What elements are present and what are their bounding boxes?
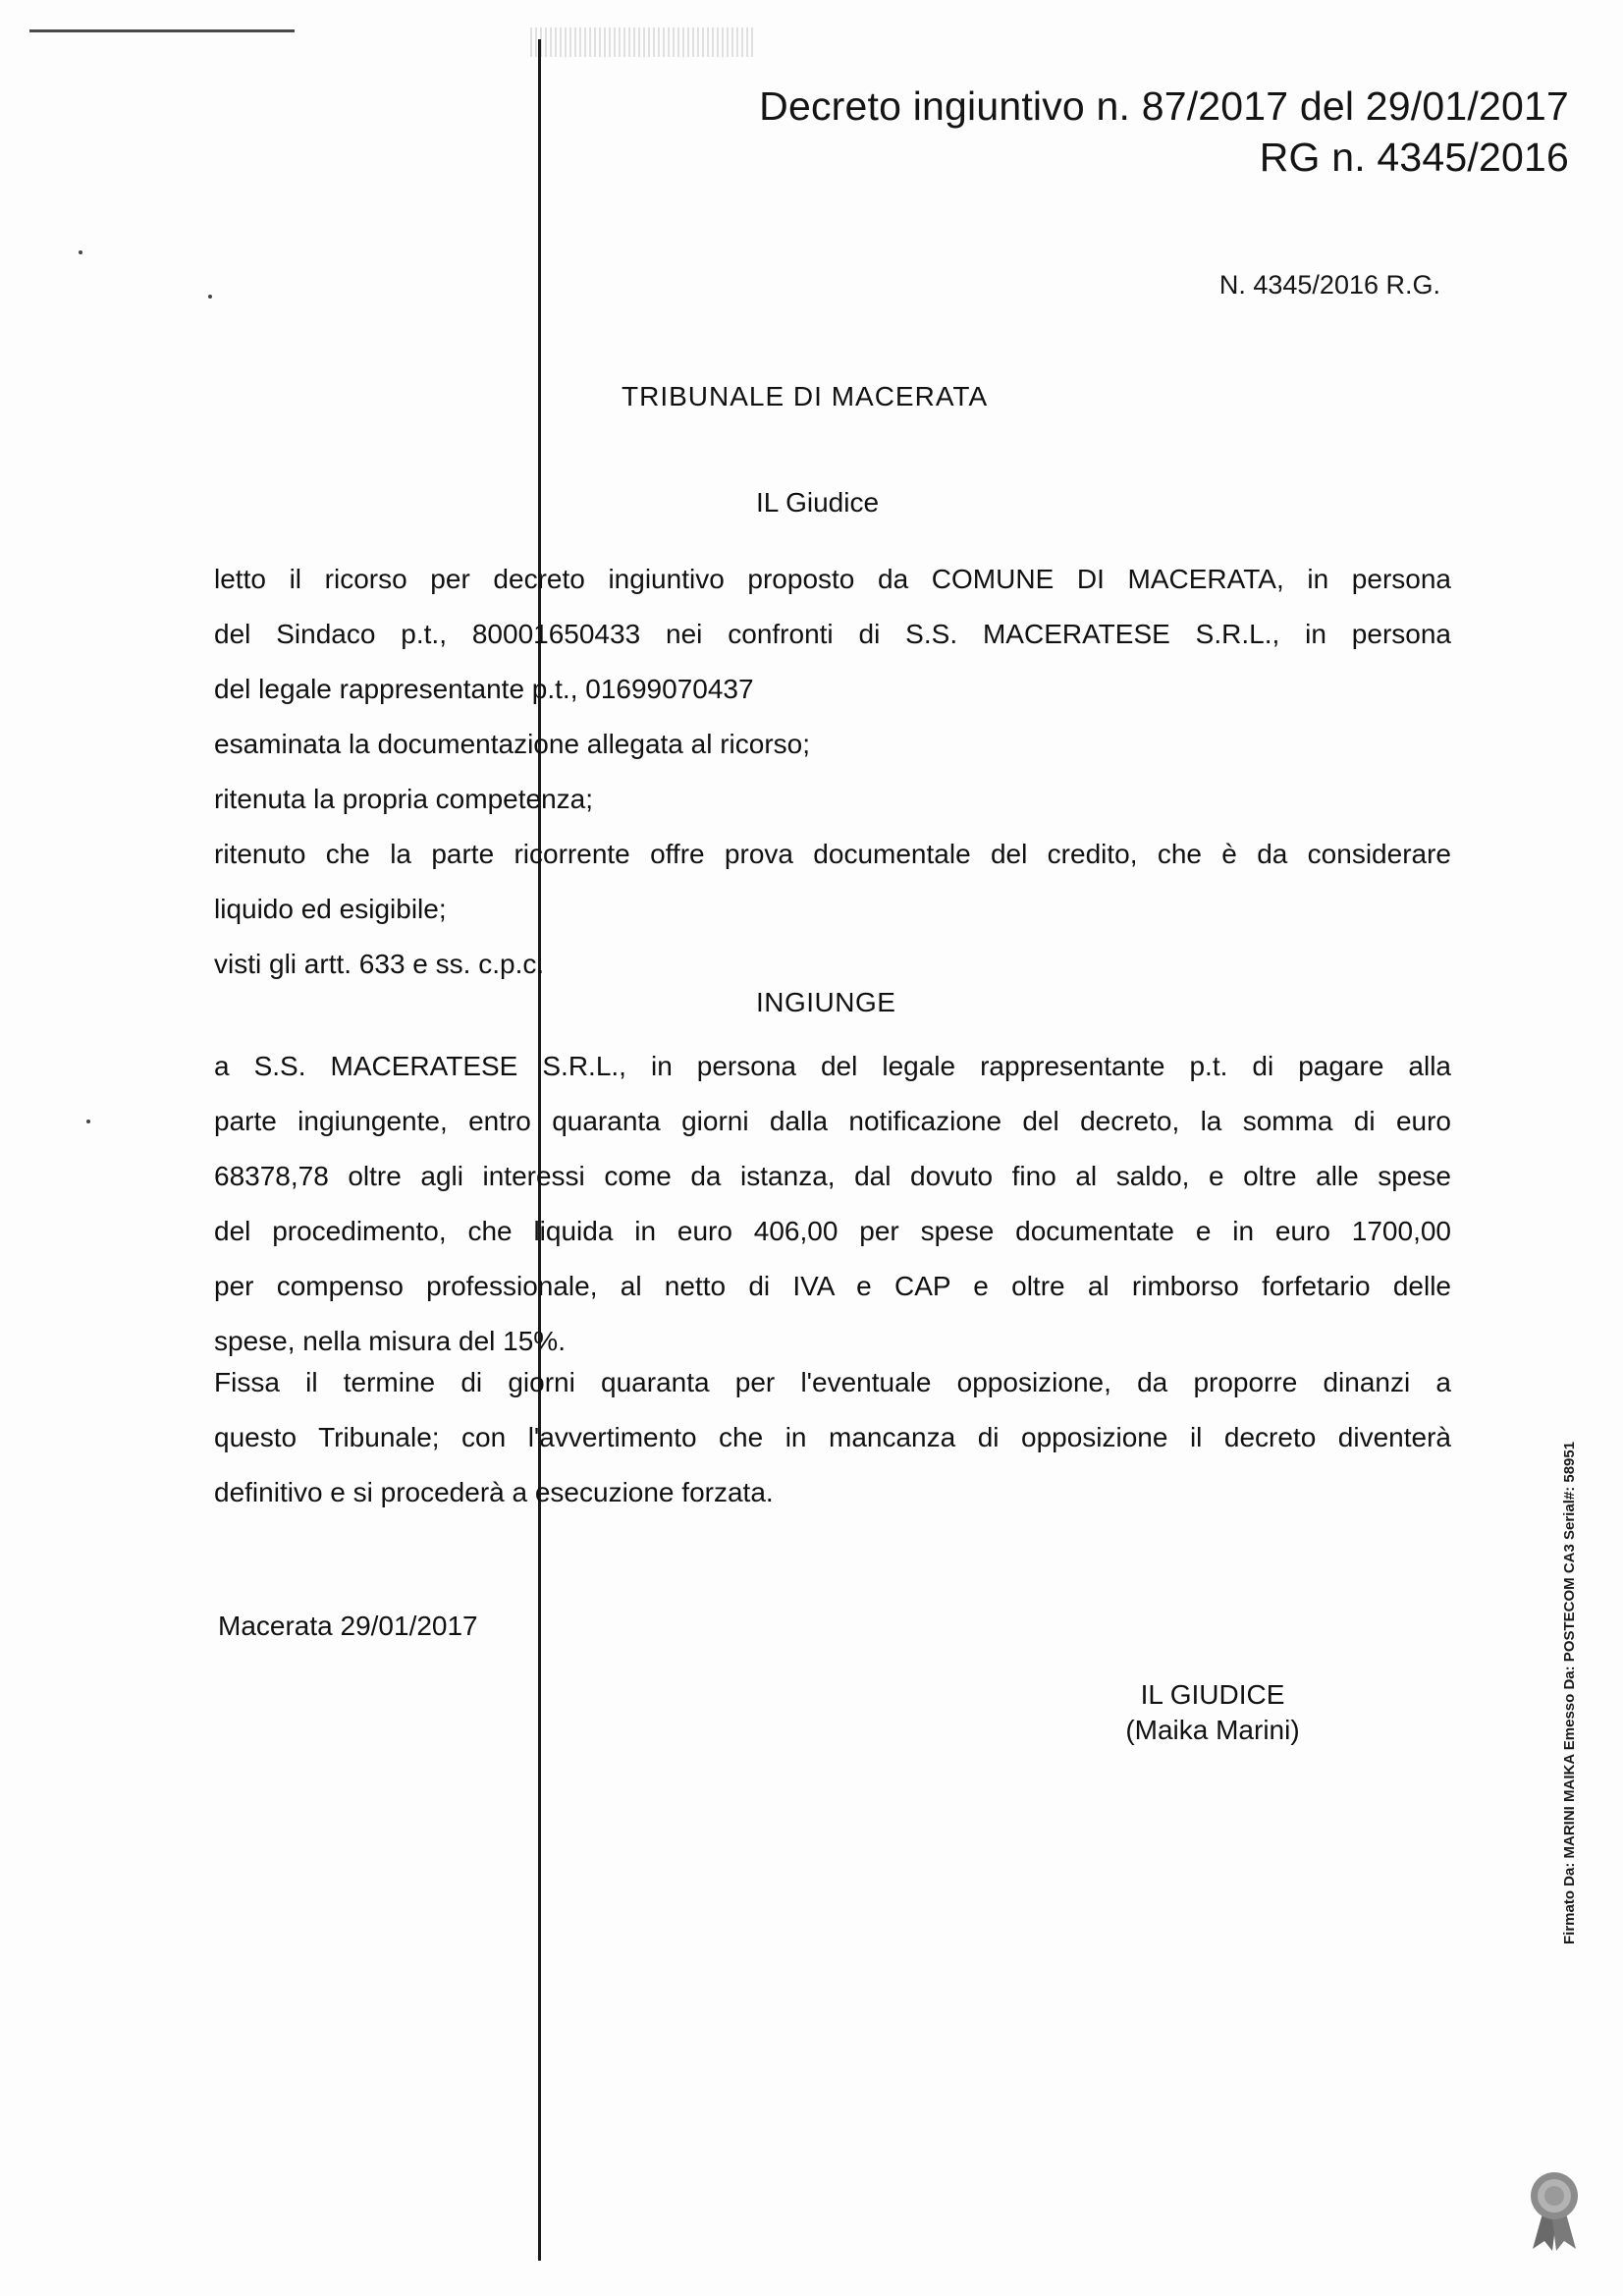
order-line: del procedimento, che liquida in euro 406,00 per spese documentate e in euro 1700,00 xyxy=(214,1216,1451,1246)
scan-artifact-line xyxy=(29,29,295,32)
preamble-line: ritenuto che la parte ricorrente offre prova documentale del credito, che è da considerare xyxy=(214,839,1451,869)
decree-title: Decreto ingiuntivo n. 87/2017 del 29/01/2017 xyxy=(759,83,1569,129)
order-line: parte ingiungente, entro quaranta giorni dalla notificazione del decreto, la somma di euro xyxy=(214,1106,1451,1136)
scan-artifact-smudge xyxy=(530,27,648,57)
scan-speck xyxy=(208,295,212,299)
preamble-line: del Sindaco p.t., 80001650433 nei confronti di S.S. MACERATESE S.R.L., in persona xyxy=(214,619,1451,649)
preamble-line: visti gli artt. 633 e ss. c.p.c. xyxy=(214,949,545,979)
digital-signature-note: Firmato Da: MARINI MAIKA Emesso Da: POSTECOM CA3 Serial#: 58951 xyxy=(1561,1441,1578,1944)
term-paragraph xyxy=(214,1355,1451,1520)
preamble-line: esaminata la documentazione allegata al ricorso; xyxy=(214,729,811,759)
signature-block xyxy=(1100,1677,1325,1748)
preamble-line: letto il ricorso per decreto ingiuntivo proposto da COMUNE DI MACERATA, in persona xyxy=(214,564,1451,594)
order-line: 68378,78 oltre agli interessi come da istanza, dal dovuto fino al saldo, e oltre alle spese xyxy=(214,1161,1451,1191)
place-date: Macerata 29/01/2017 xyxy=(218,1611,478,1641)
order-line: spese, nella misura del 15%. xyxy=(214,1326,566,1356)
scan-speck xyxy=(86,1120,90,1123)
scan-speck xyxy=(79,250,82,254)
signature-name: (Maika Marini) xyxy=(1125,1715,1300,1745)
term-line: questo Tribunale; con l'avvertimento che in mancanza di opposizione il decreto diventerà xyxy=(214,1422,1451,1452)
scan-artifact-smudge xyxy=(648,27,756,57)
ingiunge-heading: INGIUNGE xyxy=(756,987,896,1017)
rg-reference: N. 4345/2016 R.G. xyxy=(1218,270,1440,300)
seal-ribbon-icon xyxy=(1527,2170,1582,2253)
rg-number: RG n. 4345/2016 xyxy=(1259,135,1569,180)
preamble xyxy=(214,552,1451,992)
signature-title: IL GIUDICE xyxy=(1140,1679,1285,1710)
order-line: a S.S. MACERATESE S.R.L., in persona del legale rappresentante p.t. di pagare alla xyxy=(214,1051,1451,1081)
order-paragraph xyxy=(214,1039,1451,1369)
preamble-line: ritenuta la propria competenza; xyxy=(214,784,593,814)
judge-heading: IL Giudice xyxy=(756,487,880,518)
term-line: definitivo e si procederà a esecuzione forzata. xyxy=(214,1477,774,1507)
preamble-line: liquido ed esigibile; xyxy=(214,894,447,924)
term-line: Fissa il termine di giorni quaranta per l'eventuale opposizione, da proporre dinanzi a xyxy=(214,1367,1451,1397)
court-name: TRIBUNALE DI MACERATA xyxy=(622,381,989,411)
order-line: per compenso professionale, al netto di IVA e CAP e oltre al rimborso forfetario delle xyxy=(214,1271,1451,1301)
preamble-line: del legale rappresentante p.t., 01699070437 xyxy=(214,674,754,704)
decree-header xyxy=(759,81,1569,183)
